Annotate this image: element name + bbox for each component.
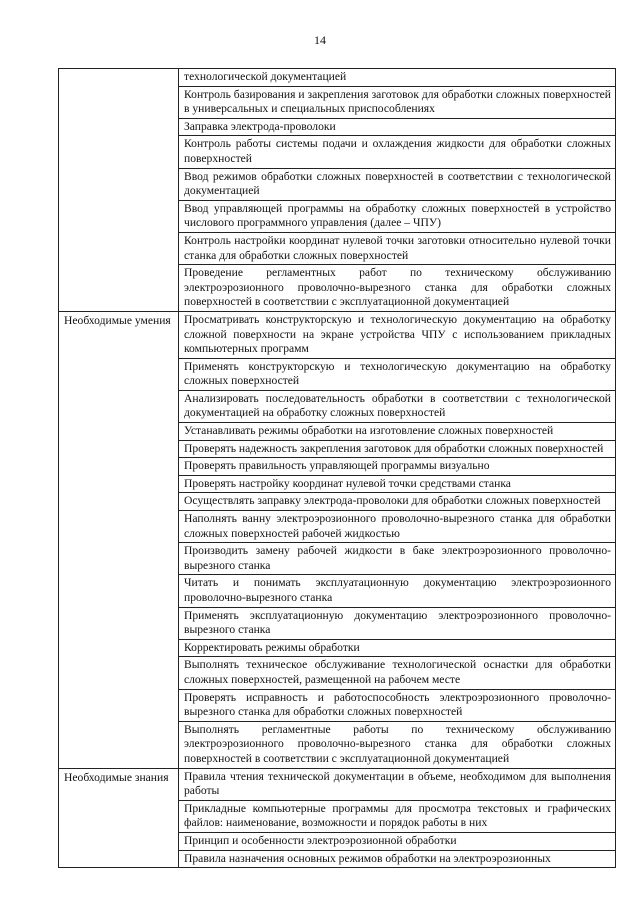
requirement-item: Контроль работы системы подачи и охлаждения жидкости для обработки сложных поверхностей [179, 136, 616, 168]
requirement-item: технологической документацией [179, 69, 616, 87]
requirement-item: Ввод режимов обработки сложных поверхностей в соответствии с технологической документацией [179, 168, 616, 200]
requirement-item: Читать и понимать эксплуатационную документацию электроэрозионного проволочно-вырезного станка [179, 575, 616, 607]
requirement-item: Прикладные компьютерные программы для просмотра текстовых и графических файлов: наименование, возможности и порядок работы в них [179, 800, 616, 832]
requirement-item: Устанавливать режимы обработки на изготовление сложных поверхностей [179, 423, 616, 441]
requirement-item: Производить замену рабочей жидкости в баке электроэрозионного проволочно-вырезного станка [179, 543, 616, 575]
table-row [59, 768, 616, 800]
requirement-item: Наполнять ванну электроэрозионного проволочно-вырезного станка для обработки сложных поверхностей рабочей жидкостью [179, 511, 616, 543]
requirement-item: Проверять правильность управляющей программы визуально [179, 458, 616, 476]
requirement-item: Выполнять регламентные работы по техническому обслуживанию электроэрозионного проволочно-вырезного станка для обработки сложных поверхностей в соответствии с эксплуатационной документацией [179, 721, 616, 768]
page-number: 14 [314, 33, 326, 47]
requirement-item: Применять эксплуатационную документацию электроэрозионного проволочно-вырезного станка [179, 607, 616, 639]
requirement-item: Заправка электрода-проволоки [179, 118, 616, 136]
requirement-item: Анализировать последовательность обработки в соответствии с технологической документацией на обработку сложных поверхностей [179, 390, 616, 422]
section-label-cell: Необходимые умения [59, 311, 179, 768]
requirement-item: Правила чтения технической документации в объеме, необходимом для выполнения работы [179, 768, 616, 800]
requirement-item: Ввод управляющей программы на обработку сложных поверхностей в устройство числового программного управления (далее – ЧПУ) [179, 200, 616, 232]
requirement-item: Проверять надежность закрепления заготовок для обработки сложных поверхностей [179, 440, 616, 458]
requirement-item: Просматривать конструкторскую и технологическую документацию на обработку сложной поверхности на экране устройства ЧПУ с использованием прикладных компьютерных программ [179, 311, 616, 358]
competency-table-body [59, 69, 616, 868]
requirement-item: Принцип и особенности электроэрозионной обработки [179, 832, 616, 850]
requirement-item: Корректировать режимы обработки [179, 639, 616, 657]
requirement-item: Правила назначения основных режимов обработки на электроэрозионных [179, 850, 616, 868]
table-row [59, 311, 616, 358]
table-row [59, 69, 616, 87]
requirement-item: Выполнять техническое обслуживание технологической оснастки для обработки сложных поверхностей, размещенной на рабочем месте [179, 657, 616, 689]
section-label-cell: Необходимые знания [59, 768, 179, 868]
requirement-item: Проверять настройку координат нулевой точки средствами станка [179, 475, 616, 493]
requirement-item: Контроль настройки координат нулевой точки заготовки относительно нулевой точки станка для обработки сложных поверхностей [179, 232, 616, 264]
requirement-item: Контроль базирования и закрепления заготовок для обработки сложных поверхностей в универсальных и специальных приспособлениях [179, 86, 616, 118]
section-label-cell [59, 69, 179, 312]
requirement-item: Проведение регламентных работ по техническому обслуживанию электроэрозионного проволочно-вырезного станка для обработки сложных поверхностей в соответствии с эксплуатационной документацией [179, 265, 616, 312]
competency-table [58, 68, 616, 868]
requirement-item: Проверять исправность и работоспособность электроэрозионного проволочно-вырезного станка для обработки сложных поверхностей [179, 689, 616, 721]
requirement-item: Осуществлять заправку электрода-проволоки для обработки сложных поверхностей [179, 493, 616, 511]
requirement-item: Применять конструкторскую и технологическую документацию на обработку сложных поверхностей [179, 358, 616, 390]
